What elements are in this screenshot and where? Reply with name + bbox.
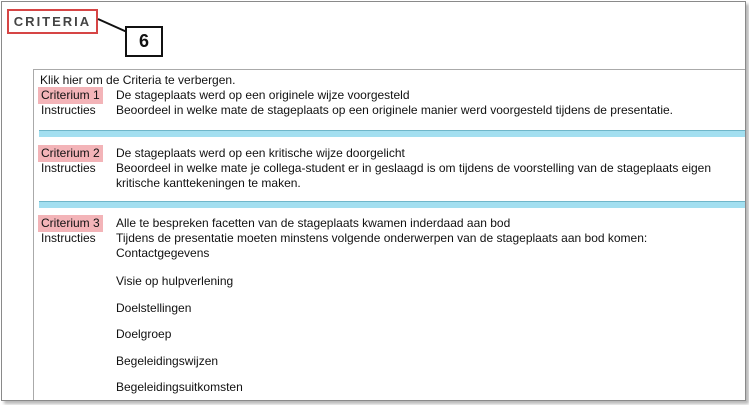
callout-number: 6 [138, 31, 149, 51]
criterion-separator [39, 201, 746, 208]
screenshot-frame [1, 1, 746, 401]
criterion-1-instruction-line-1: Beoordeel in welke mate de stageplaats op een originele manier werd voorgesteld tijdens de presentatie. [116, 103, 674, 117]
criterion-1-title: De stageplaats werd op een originele wijze voorgesteld [116, 88, 410, 102]
criteria-panel [33, 69, 746, 401]
criterion-block-2 [34, 145, 746, 190]
criterion-2-title: De stageplaats werd op een kritische wijze doorgelicht [116, 146, 405, 160]
criterion-1-label: Criterium 1 [38, 87, 103, 104]
criterion-3-title: Alle te bespreken facetten van de stageplaats kwamen inderdaad aan bod [116, 216, 511, 230]
callout-badge [125, 26, 163, 57]
criterion-2-instruction-line-2: kritische kanttekeningen te maken. [116, 176, 301, 190]
criterion-separator [39, 130, 746, 137]
criterion-block-1 [34, 87, 746, 117]
criterion-block-3 [34, 215, 746, 260]
topic-item: Doelgroep [116, 327, 172, 341]
criteria-title-text: CRITERIA [13, 14, 92, 29]
criterion-2-instruction-line-1: Beoordeel in welke mate je collega-student er in geslaagd is om tijdens de voorstelling van de stageplaats eigen [116, 161, 712, 175]
topic-item: Begeleidingswijzen [116, 354, 219, 368]
criterion-3-label: Criterium 3 [38, 215, 103, 232]
topic-item: Doelstellingen [116, 301, 192, 315]
criterion-1-instructions-label: Instructies [41, 103, 96, 117]
criterion-3-instructions-label: Instructies [41, 231, 96, 245]
criterion-3-instruction-line-1: Tijdens de presentatie moeten minstens volgende onderwerpen van de stageplaats aan bod komen: [116, 231, 648, 245]
criterion-2-label: Criterium 2 [38, 145, 103, 162]
hide-criteria-link[interactable]: Klik hier om de Criteria te verbergen. [40, 73, 236, 87]
criterion-3-instruction-line-2: Contactgegevens [116, 246, 210, 260]
criterion-2-instructions-label: Instructies [41, 161, 96, 175]
topic-item: Begeleidingsuitkomsten [116, 380, 243, 394]
topic-item: Visie op hulpverlening [116, 274, 234, 288]
